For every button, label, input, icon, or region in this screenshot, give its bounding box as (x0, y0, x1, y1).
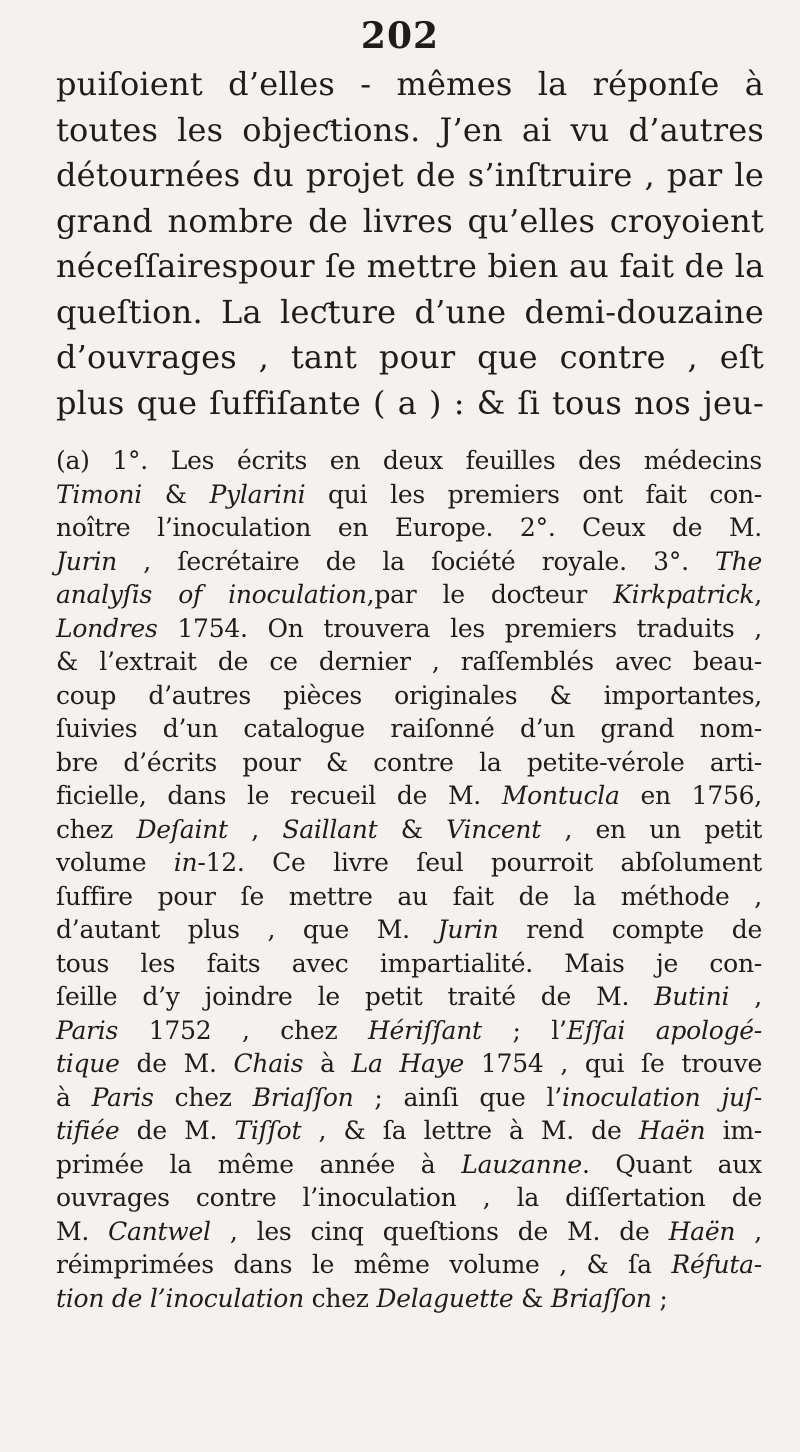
text-run: , ſecrétaire de la ſociété royale. 3°. (116, 546, 716, 576)
text-line: queſtion. La leƈture d’une demi-douzaine (56, 292, 764, 331)
text-run: ſuivies d’un catalogue raiſonné d’un grand nom- (56, 714, 762, 743)
italic-run: Londres (56, 613, 158, 643)
text-run: & (377, 814, 447, 844)
italic-run: Timoni (56, 479, 143, 509)
text-run: ficielle, dans le recueil de M. (56, 781, 502, 810)
italic-run: Delaguette (376, 1283, 514, 1313)
text-run: 1754 , qui ſe trouve (464, 1049, 762, 1078)
italic-run: Lauzanne (461, 1149, 582, 1179)
text-run: im- (705, 1116, 762, 1145)
footnote-line (56, 712, 762, 746)
footnote-line (56, 478, 762, 512)
footnote-line (56, 511, 762, 545)
text-run: (a) 1°. Les écrits en deux feuilles des médecins (56, 446, 762, 475)
text-run: chez (153, 1082, 253, 1112)
italic-run: Haën (638, 1116, 706, 1145)
text-run: , (754, 580, 762, 609)
text-run: chez (303, 1283, 377, 1313)
footnote-line (56, 813, 762, 847)
italic-run: Chais (233, 1049, 304, 1078)
text-run: 1754. On trouvera les premiers traduits , (157, 613, 762, 643)
text-run: ; l’ (481, 1015, 567, 1045)
footnote-line (56, 545, 762, 579)
italic-run: Butini (654, 982, 730, 1011)
footnote-line (56, 1282, 762, 1316)
text-line: plus que ſuffiſante ( a ) : & ſi tous nos jeu- (56, 383, 764, 422)
italic-run: tique (56, 1049, 120, 1078)
italic-run: Haën (668, 1216, 736, 1246)
text-line: grand nombre de livres qu’elles croyoient (56, 201, 764, 240)
italic-run: tifiée (56, 1116, 120, 1145)
italic-run: Pylarini (209, 479, 306, 509)
text-run: tous les faits avec impartialité. Mais je con- (56, 948, 762, 978)
footnote-line (56, 679, 762, 713)
italic-run: Montucla (501, 781, 620, 810)
text-run: bre d’écrits pour & contre la petite-vérole arti- (56, 747, 762, 777)
text-run: qui les premiers ont fait con- (305, 479, 762, 509)
footnote-line (56, 1047, 762, 1081)
footnote-line (56, 1014, 762, 1048)
text-run: M. (56, 1216, 109, 1246)
footnote-line (56, 612, 762, 646)
text-run: noître l’inoculation en Europe. 2°. Ceux de M. (56, 513, 762, 542)
text-run: . Quant aux (581, 1149, 762, 1179)
italic-run: Deſaint (136, 814, 228, 844)
text-line: néceſſairespour ſe mettre bien au fait de la (56, 247, 765, 285)
footnote-line (56, 1148, 762, 1182)
text-run: de M. (119, 1116, 235, 1145)
text-line: toutes les objeƈtions. J’en ai vu d’autres (56, 110, 764, 149)
text-run: réimprimées dans le même volume , & ſa (56, 1250, 672, 1279)
text-run: primée la même année à (56, 1149, 462, 1179)
text-line: détournées du projet de s’inſtruire , par le (56, 156, 764, 194)
footnote-line (56, 645, 762, 679)
italic-run: The (715, 546, 762, 576)
italic-run: Paris (91, 1082, 154, 1112)
italic-run: in (173, 848, 198, 877)
text-line: puiſoient d’elles - mêmes la réponſe à (56, 65, 764, 103)
italic-run: La Haye (351, 1049, 465, 1078)
italic-run: Jurin (437, 915, 499, 944)
text-run: & (513, 1283, 551, 1313)
italic-run: Jurin (56, 546, 117, 576)
text-run: ouvrages contre l’inoculation , la diſſertation de (56, 1183, 762, 1212)
footnote-line (56, 913, 762, 947)
text-run: , les cinq queſtions de M. de (210, 1216, 669, 1246)
footnote-line (56, 1248, 762, 1282)
footnote-line (56, 980, 762, 1014)
footnote-line (56, 846, 762, 880)
italic-run: Saillant (282, 814, 378, 844)
italic-run: Tiſſot (234, 1116, 302, 1145)
footnote-line (56, 1114, 762, 1148)
text-run: ; (651, 1283, 668, 1313)
text-run: ; ainſi que l’ (353, 1082, 562, 1112)
text-run: , & ſa lettre à M. de (301, 1116, 639, 1145)
text-run: , (729, 982, 762, 1011)
footnote-line (56, 444, 762, 478)
italic-run: Eſſai apologé- (566, 1015, 762, 1045)
footnote (56, 444, 762, 1315)
footnote-line (56, 746, 762, 780)
text-run: ſeille d’y joindre le petit traité de M. (56, 982, 655, 1011)
text-run: , (227, 814, 283, 844)
text-run: d’autant plus , que M. (56, 915, 438, 944)
text-run: chez (56, 814, 137, 844)
text-run: volume (56, 848, 174, 877)
italic-run: analyſis of inoculation (56, 580, 367, 609)
italic-run: Réfuta- (671, 1250, 762, 1279)
footnote-line (56, 1081, 762, 1115)
main-text (56, 62, 764, 426)
text-run: & l’extrait de ce dernier , raſſemblés avec beau- (56, 647, 762, 676)
footnote-line (56, 947, 762, 981)
italic-run: tion de l’inoculation (56, 1283, 304, 1313)
text-run: , (735, 1216, 762, 1246)
footnote-line (56, 1215, 762, 1249)
footnote-line (56, 779, 762, 813)
text-run: 1752 , chez (118, 1015, 368, 1045)
text-run: rend compte de (498, 915, 762, 944)
footnote-line (56, 1181, 762, 1215)
footnote-line (56, 880, 762, 914)
text-run: ,par le doƈteur (366, 580, 614, 609)
footnote-line (56, 578, 762, 612)
text-run: ſuffire pour ſe mettre au fait de la méthode , (56, 881, 762, 911)
italic-run: Cantwel (108, 1216, 211, 1246)
text-run: à (303, 1049, 352, 1078)
italic-run: Briaſſon (550, 1283, 652, 1313)
text-run: & (142, 479, 210, 509)
italic-run: inoculation juſ- (561, 1082, 762, 1112)
page-number: 202 (360, 15, 440, 57)
italic-run: Vincent (446, 814, 542, 844)
text-run: -12. Ce livre ſeul pourroit abſolument (197, 848, 762, 877)
text-run: coup d’autres pièces originales & importantes, (56, 680, 762, 710)
italic-run: Paris (56, 1015, 119, 1045)
text-run: , en un petit (541, 814, 763, 844)
text-line: d’ouvrages , tant pour que contre , eſt (56, 338, 764, 376)
italic-run: Hériſſant (368, 1015, 482, 1045)
text-run: à (56, 1082, 92, 1112)
italic-run: Kirkpatrick (613, 580, 755, 609)
italic-run: Briaſſon (252, 1082, 354, 1112)
text-run: de M. (119, 1049, 234, 1078)
text-run: en 1756, (619, 781, 763, 810)
